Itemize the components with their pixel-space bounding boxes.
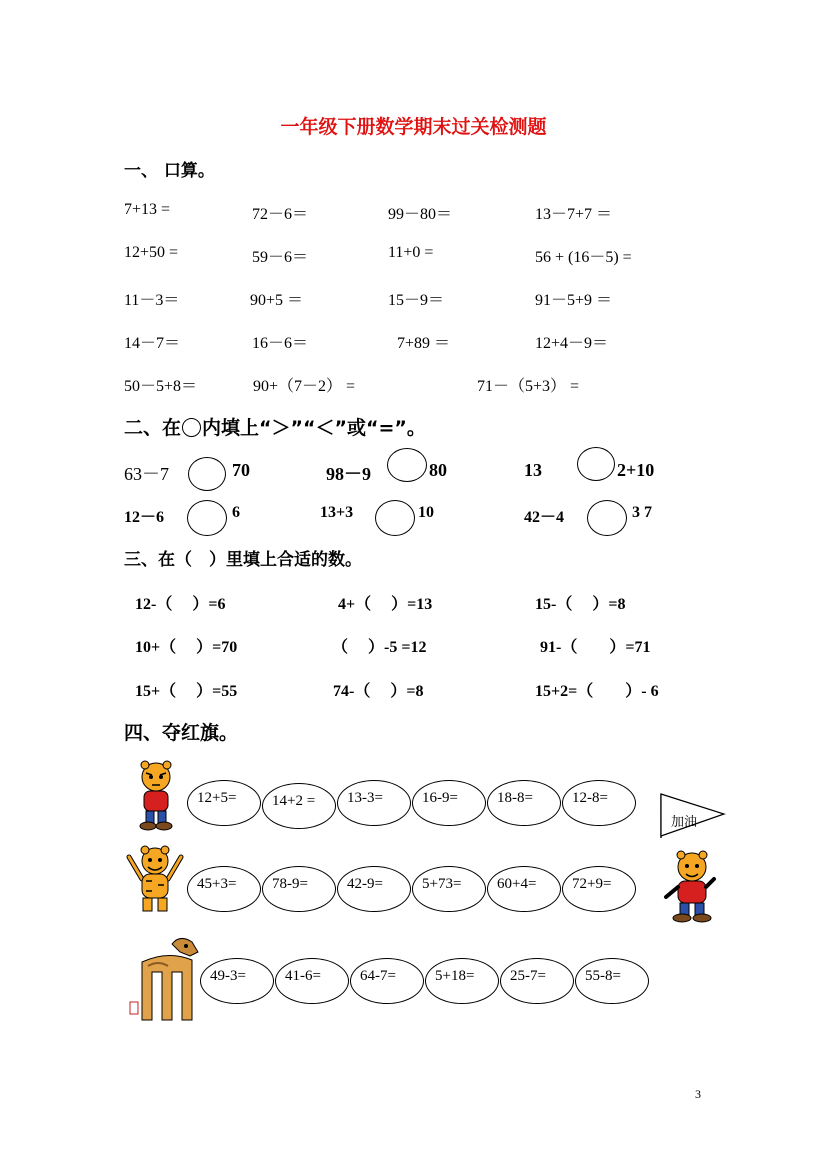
calc-item: 16－6＝	[252, 335, 309, 352]
calc-item: 59－6＝	[252, 249, 309, 266]
flag-race-expression: 5+73=	[422, 876, 462, 892]
answer-circle[interactable]	[375, 500, 415, 536]
calc-item: 50－5+8＝	[124, 378, 198, 395]
section-4-heading: 四、夺红旗。	[124, 722, 239, 744]
flag-race-oval[interactable]	[412, 866, 486, 912]
circle-icon	[182, 418, 201, 437]
flag-race-oval[interactable]	[350, 958, 424, 1004]
calc-item: 7+89 ＝	[397, 335, 451, 352]
compare-right: 3 7	[632, 504, 652, 521]
calc-item: 13－7+7 ＝	[535, 206, 613, 223]
flag-race-expression: 12+5=	[197, 790, 237, 806]
compare-left: 98－9	[326, 464, 371, 484]
flag-race-oval[interactable]	[275, 958, 349, 1004]
flag-race-oval[interactable]	[425, 958, 499, 1004]
tiger-mascot-icon	[660, 847, 720, 925]
calc-item: 11－3＝	[124, 292, 180, 309]
calc-item: 71－（5+3） =	[477, 378, 580, 395]
calc-item: 12+4－9＝	[535, 335, 609, 352]
fill-blank-item: 12-（ ）=6	[135, 596, 226, 613]
flag-race-oval[interactable]	[187, 866, 261, 912]
flag-race-expression: 13-3=	[347, 790, 383, 806]
flag-race-expression: 49-3=	[210, 968, 246, 984]
flag-race-expression: 42-9=	[347, 876, 383, 892]
flag-race-expression: 55-8=	[585, 968, 621, 984]
calc-item: 91－5+9 ＝	[535, 292, 613, 309]
compare-left: 42－4	[524, 509, 565, 526]
calc-item: 90+5 ＝	[250, 292, 304, 309]
tiger-mascot-icon	[132, 757, 178, 831]
flag-race-oval[interactable]	[262, 866, 336, 912]
compare-right: 2+10	[617, 460, 655, 480]
compare-left: 13	[524, 460, 542, 480]
calc-item: 12+50 =	[124, 244, 179, 261]
fill-blank-item: 15+（ ）=55	[135, 683, 238, 700]
compare-right: 80	[429, 460, 447, 480]
answer-circle[interactable]	[387, 448, 427, 482]
fill-blank-item: 91-（ ）=71	[540, 639, 651, 656]
calc-item: 90+（7－2） =	[253, 378, 356, 395]
flag-race-expression: 18-8=	[497, 790, 533, 806]
flag-race-oval[interactable]	[187, 780, 261, 826]
section-3-heading: 三、在（ ）里填上合适的数。	[124, 550, 362, 570]
compare-right: 10	[418, 504, 434, 521]
flag-race-expression: 12-8=	[572, 790, 608, 806]
tiger-cheering-icon	[124, 843, 186, 915]
flag-race-oval[interactable]	[337, 866, 411, 912]
flag-race-oval[interactable]	[575, 958, 649, 1004]
flag-race-expression: 64-7=	[360, 968, 396, 984]
calc-item: 15－9＝	[388, 292, 445, 309]
answer-circle[interactable]	[188, 457, 226, 491]
fill-blank-item: 74-（ ）=8	[333, 683, 424, 700]
compare-left: 13+3	[320, 504, 354, 521]
calc-item: 56 + (16－5) =	[535, 249, 632, 266]
section-1-heading: 一、 口算。	[124, 161, 215, 181]
calc-item: 11+0 =	[388, 244, 434, 261]
flag-race-oval[interactable]	[500, 958, 574, 1004]
compare-right: 6	[232, 504, 240, 521]
flag-race-oval[interactable]	[337, 780, 411, 826]
calc-item: 7+13 =	[124, 201, 171, 218]
calc-item: 72－6＝	[252, 206, 309, 223]
compare-left: 12－6	[124, 509, 165, 526]
page-number: 3	[695, 1087, 701, 1101]
flag-race-expression: 14+2 =	[272, 793, 316, 809]
fill-blank-item: 4+（ ）=13	[338, 596, 433, 613]
answer-circle[interactable]	[587, 500, 627, 536]
flag-race-expression: 60+4=	[497, 876, 537, 892]
calc-item: 99－80＝	[388, 206, 453, 223]
flag-race-oval[interactable]	[487, 866, 561, 912]
fill-blank-item: 15-（ ）=8	[535, 596, 626, 613]
flag-race-expression: 16-9=	[422, 790, 458, 806]
answer-circle[interactable]	[187, 500, 227, 536]
flag-race-expression: 25-7=	[510, 968, 546, 984]
fill-blank-item: （ ）-5 =12	[332, 639, 427, 656]
flag-label: 加油	[671, 815, 698, 830]
flag-race-expression: 5+18=	[435, 968, 475, 984]
flag-race-oval[interactable]	[487, 780, 561, 826]
flag-race-oval[interactable]	[562, 866, 636, 912]
fill-blank-item: 10+（ ）=70	[135, 639, 238, 656]
flag-race-expression: 41-6=	[285, 968, 321, 984]
flag-race-expression: 45+3=	[197, 876, 237, 892]
section-2-heading	[124, 413, 426, 440]
flag-race-oval[interactable]	[262, 783, 336, 829]
section-2-heading-post: 内填上“＞”“＜”或“=”。	[202, 417, 426, 439]
calc-item: 14－7＝	[124, 335, 181, 352]
compare-left: 63－7	[124, 464, 169, 484]
section-2-heading-pre: 二、在	[124, 417, 182, 439]
flag-race-oval[interactable]	[562, 780, 636, 826]
answer-circle[interactable]	[577, 447, 615, 481]
flag-race-expression: 78-9=	[272, 876, 308, 892]
flag-race-oval[interactable]	[412, 780, 486, 826]
flag-race-expression: 72+9=	[572, 876, 612, 892]
flag-race-oval[interactable]	[200, 958, 274, 1004]
fill-blank-item: 15+2=（ ）- 6	[535, 683, 659, 700]
page-title: 一年级下册数学期末过关检测题	[280, 116, 547, 138]
compare-right: 70	[232, 460, 250, 480]
horse-figure-icon	[128, 932, 204, 1026]
